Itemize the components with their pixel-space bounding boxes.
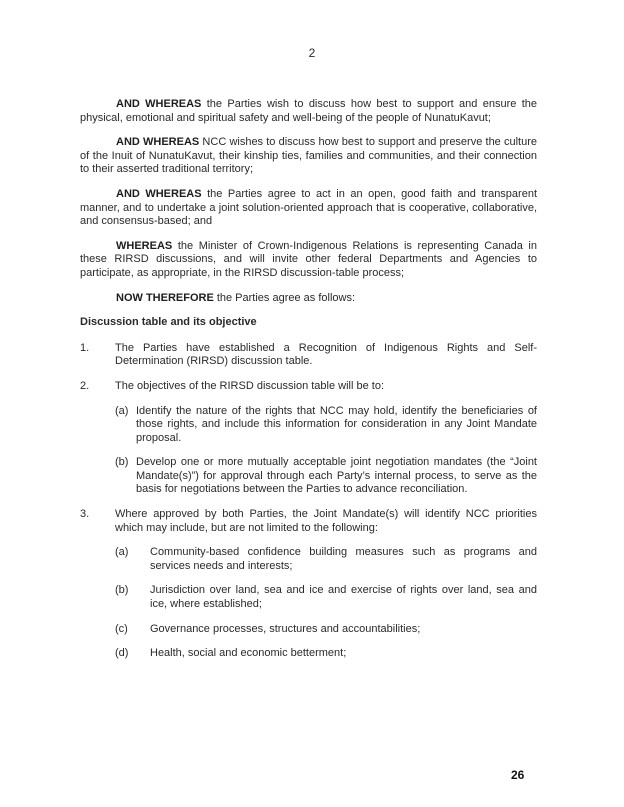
objective-label: (b) [115,456,129,469]
recital-lead: NOW THEREFORE [116,291,214,304]
priority-label: (d) [115,647,129,660]
recital-paragraph [80,240,537,281]
recital-text: the Parties agree as follows: [213,291,356,304]
recital-text: the Minister of Crown-Indigenous Relations is representing Canada in these RIRSD discussions, and will invite other federal Departments and Agencies to participate, as appropriate, in the RIRSD discussion-table process; [80,239,537,279]
objective-item [115,456,537,497]
priority-text: Jurisdiction over land, sea and ice and exercise of rights over land, sea and ice, where established; [150,584,537,611]
objective-text: Develop one or more mutually acceptable joint negotiation mandates (the “Joint Mandate(s)”) for approval through each Party’s internal process, to serve as the basis for negotiations between the Parties to advance reconciliation. [136,456,537,496]
priority-item [115,546,537,573]
item-number: 3. [80,508,90,521]
item-text: The objectives of the RIRSD discussion table will be to: [115,379,385,392]
objective-label: (a) [115,404,129,417]
numbered-item [80,342,537,369]
recital-paragraph [80,188,537,229]
priority-text: Governance processes, structures and accountabilities; [150,622,421,635]
recital-text: the Parties agree to act in an open, good faith and transparent manner, and to undertake a joint solution-oriented approach that is cooperative, collaborative, and consensus-based; and [80,187,537,228]
priority-label: (a) [115,546,129,559]
recital-lead: AND WHEREAS [116,98,202,110]
recital-lead: AND WHEREAS [116,136,200,149]
item-text: Where approved by both Parties, the Joint Mandate(s) will identify NCC priorities which may include, but are not limited to the following: [115,508,537,534]
page-number-bottom: 26 [511,768,525,782]
recital-text: NCC wishes to discuss how best to support and preserve the culture of the Inuit of NunatuKavut, their kinship ties, families and communities, and their connection to their asserted traditional territory; [80,136,537,176]
priority-item [115,623,537,637]
recital-lead: AND WHEREAS [116,187,202,200]
recital-lead: WHEREAS [116,239,173,252]
recital-paragraph [80,292,537,306]
page-number-top: 2 [308,46,316,60]
recital-text: the Parties wish to discuss how best to support and ensure the physical, emotional and spiritual safety and well-being of the people of NunatuKavut; [80,98,537,124]
priority-label: (c) [115,622,128,635]
objective-item [115,405,537,446]
item-text: The Parties have established a Recognition of Indigenous Rights and Self-Determination (RIRSD) discussion table. [115,341,537,368]
priority-label: (b) [115,584,129,597]
priority-text: Health, social and economic betterment; [150,647,347,660]
recital-paragraph [80,98,537,125]
priority-text: Community-based confidence building measures such as programs and services needs and interests; [150,546,537,572]
item-number: 2. [80,379,90,392]
objective-text: Identify the nature of the rights that NCC may hold, identify the beneficiaries of those rights, and include this information for consideration in any Joint Mandate proposal. [136,404,537,444]
numbered-item [80,508,537,535]
document-body [80,98,537,672]
item-number: 1. [80,341,90,354]
priority-item [115,647,537,661]
priority-item [115,584,537,611]
section-heading: Discussion table and its objective [80,316,257,329]
recital-paragraph [80,136,537,177]
numbered-item [80,380,537,394]
